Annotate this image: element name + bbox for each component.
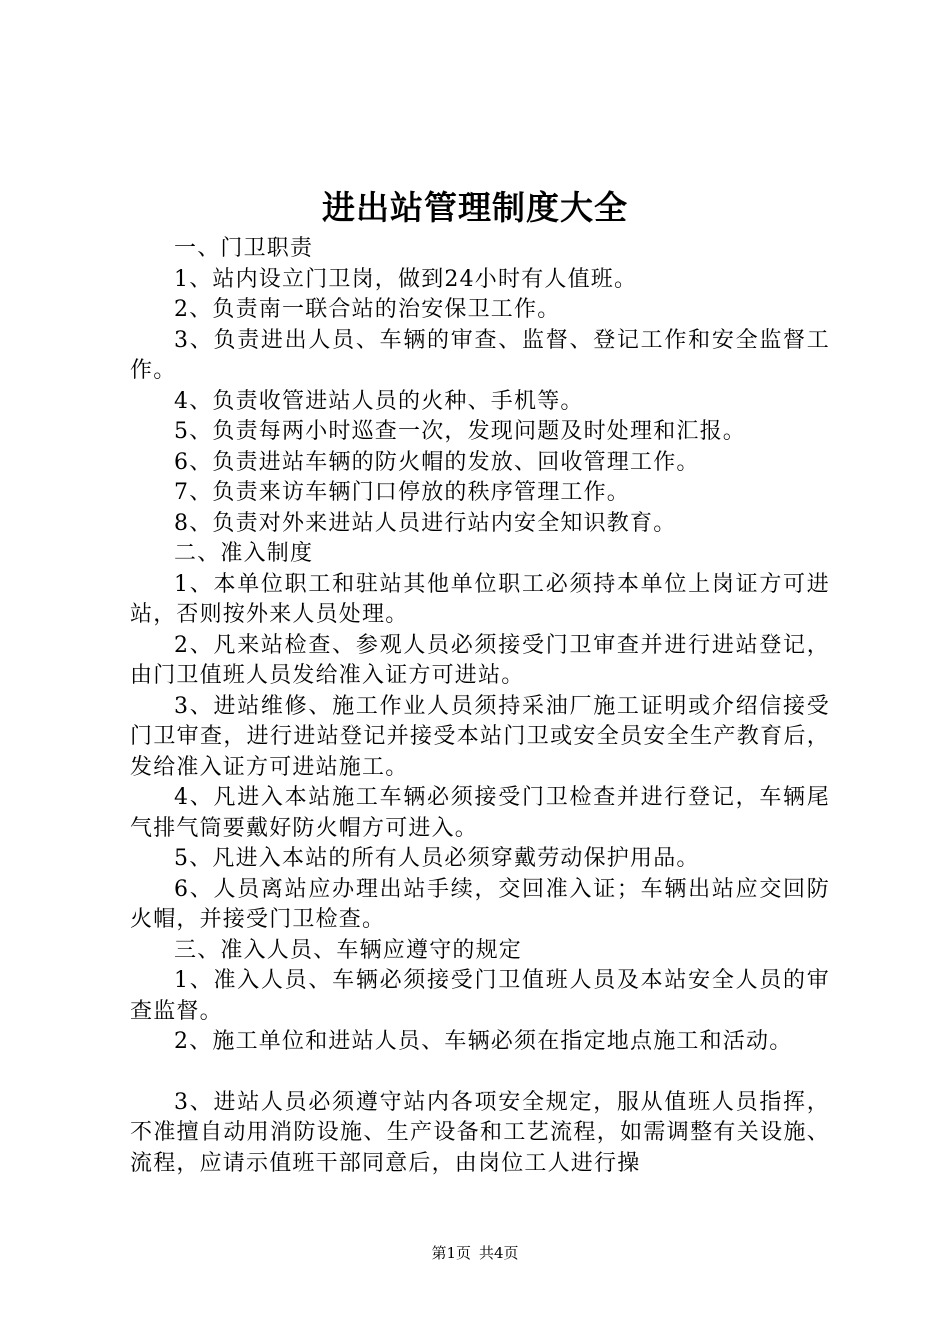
paragraph: 1、准入人员、车辆必须接受门卫值班人员及本站安全人员的审查监督。 xyxy=(130,968,830,1024)
section-heading-access-rules: 二、准入制度 xyxy=(174,541,314,566)
paragraph: 4、凡进入本站施工车辆必须接受门卫检查并进行登记，车辆尾气排气筒要戴好防火帽方可进入。 xyxy=(130,785,830,841)
paragraph: 2、凡来站检查、参观人员必须接受门卫审查并进行进站登记，由门卫值班人员发给准入证方可进站。 xyxy=(130,632,830,688)
paragraph: 6、负责进站车辆的防火帽的发放、回收管理工作。 xyxy=(174,449,700,475)
paragraph: 2、施工单位和进站人员、车辆必须在指定地点施工和活动。 xyxy=(174,1029,793,1054)
paragraph: 1、站内设立门卫岗，做到24小时有人值班。 xyxy=(174,266,638,292)
paragraph: 5、凡进入本站的所有人员必须穿戴劳动保护用品。 xyxy=(174,846,700,871)
paragraph: 3、进站维修、施工作业人员须持采油厂施工证明或介绍信接受门卫审查，进行进站登记并接受本站门卫或安全员安全生产教育后，发给准入证方可进站施工。 xyxy=(130,693,830,780)
section-heading-regulations: 三、准入人员、车辆应遵守的规定 xyxy=(174,937,523,963)
page-footer xyxy=(0,1243,950,1263)
paragraph: 6、人员离站应办理出站手续，交回准入证；车辆出站应交回防火帽，并接受门卫检查。 xyxy=(130,876,830,932)
paragraph: 5、负责每两小时巡查一次，发现问题及时处理和汇报。 xyxy=(174,419,746,444)
section-heading-gate-duties: 一、门卫职责 xyxy=(174,236,314,261)
paragraph: 3、负责进出人员、车辆的审查、监督、登记工作和安全监督工作。 xyxy=(130,327,830,383)
paragraph: 4、负责收管进站人员的火种、手机等。 xyxy=(174,388,584,414)
page-number: 第1页 xyxy=(431,1244,471,1262)
paragraph: 1、本单位职工和驻站其他单位职工必须持本单位上岗证方可进站，否则按外来人员处理。 xyxy=(130,571,830,627)
document-body xyxy=(130,234,830,1179)
paragraph: 8、负责对外来进站人员进行站内安全知识教育。 xyxy=(174,510,677,536)
paragraph: 3、进站人员必须遵守站内各项安全规定，服从值班人员指挥，不准擅自动用消防设施、生产设备和工艺流程，如需调整有关设施、流程，应请示值班干部同意后，由岗位工人进行操 xyxy=(130,1089,830,1176)
page-total: 共4页 xyxy=(479,1244,519,1262)
paragraph: 7、负责来访车辆门口停放的秩序管理工作。 xyxy=(174,480,630,505)
paragraph: 2、负责南一联合站的治安保卫工作。 xyxy=(174,297,561,322)
document-title: 进出站管理制度大全 xyxy=(322,188,628,227)
